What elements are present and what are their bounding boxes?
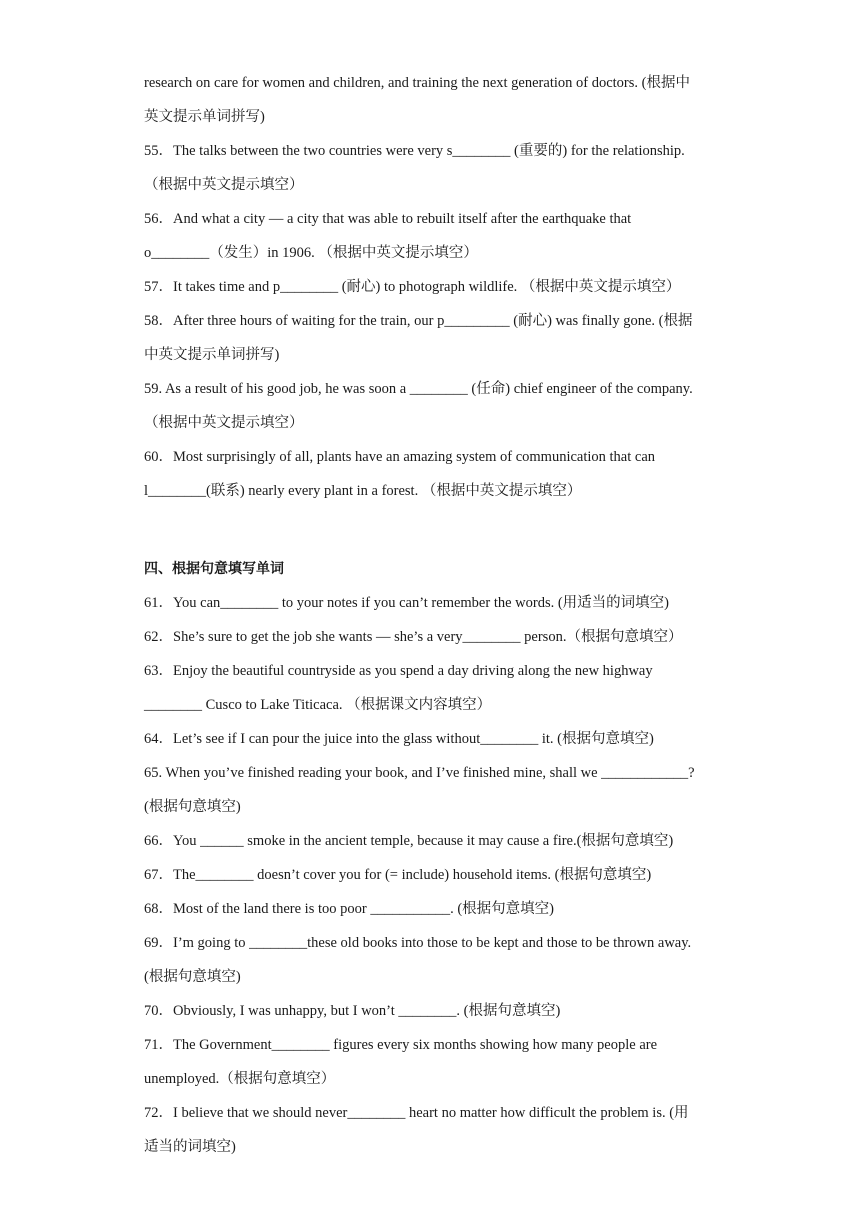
question-72: 72．I believe that we should never________ heart no matter how difficult the problem is. (用 (144, 1105, 689, 1121)
text-line: ________ Cusco to Lake Titicaca. （根据课文内容填空） (144, 697, 492, 713)
text-line: （根据中英文提示填空） (144, 415, 304, 431)
question-60: 60．Most surprisingly of all, plants have an amazing system of communication that can (144, 449, 656, 465)
section-heading: 四、根据句意填写单词 (144, 561, 284, 577)
question-69: 69．I’m going to ________these old books into those to be kept and those to be thrown away. (144, 935, 692, 951)
question-63: 63．Enjoy the beautiful countryside as you spend a day driving along the new highway (144, 663, 653, 679)
question-65: 65. When you’ve finished reading your book, and I’ve finished mine, shall we ____________? (144, 765, 695, 781)
question-56: 56．And what a city — a city that was able to rebuilt itself after the earthquake that (144, 211, 632, 227)
section-gap (144, 508, 734, 552)
question-70: 70．Obviously, I was unhappy, but I won’t ________. (根据句意填空) (144, 1003, 561, 1019)
text-line: unemployed.（根据句意填空） (144, 1071, 336, 1087)
question-67: 67．The________ doesn’t cover you for (= include) household items. (根据句意填空) (144, 867, 652, 883)
question-62: 62．She’s sure to get the job she wants — she’s a very________ person.（根据句意填空） (144, 629, 683, 645)
text-line: l________(联系) nearly every plant in a forest. （根据中英文提示填空） (144, 483, 582, 499)
text-line: research on care for women and children, and training the next generation of doctors. (根据中 (144, 75, 690, 91)
text-line: 中英文提示单词拼写) (144, 347, 280, 363)
question-68: 68．Most of the land there is too poor ___________. (根据句意填空) (144, 901, 554, 917)
text-line: (根据句意填空) (144, 969, 241, 985)
question-64: 64．Let’s see if I can pour the juice into the glass without________ it. (根据句意填空) (144, 731, 654, 747)
worksheet-page (144, 66, 734, 1164)
text-line: 英文提示单词拼写) (144, 109, 265, 125)
question-66: 66．You ______ smoke in the ancient temple, because it may cause a fire.(根据句意填空) (144, 833, 674, 849)
question-55: 55．The talks between the two countries were very s________ (重要的) for the relationship. (144, 143, 685, 159)
text-line: (根据句意填空) (144, 799, 241, 815)
text-line: 适当的词填空) (144, 1139, 236, 1155)
question-57: 57．It takes time and p________ (耐心) to photograph wildlife. （根据中英文提示填空） (144, 279, 681, 295)
text-line: o________（发生）in 1906. （根据中英文提示填空） (144, 245, 478, 261)
question-61: 61．You can________ to your notes if you can’t remember the words. (用适当的词填空) (144, 595, 670, 611)
question-58: 58．After three hours of waiting for the train, our p_________ (耐心) was finally gone. (根据 (144, 313, 693, 329)
question-59: 59. As a result of his good job, he was soon a ________ (任命) chief engineer of the company. (144, 381, 693, 397)
question-71: 71．The Government________ figures every six months showing how many people are (144, 1037, 658, 1053)
text-line: （根据中英文提示填空） (144, 177, 304, 193)
